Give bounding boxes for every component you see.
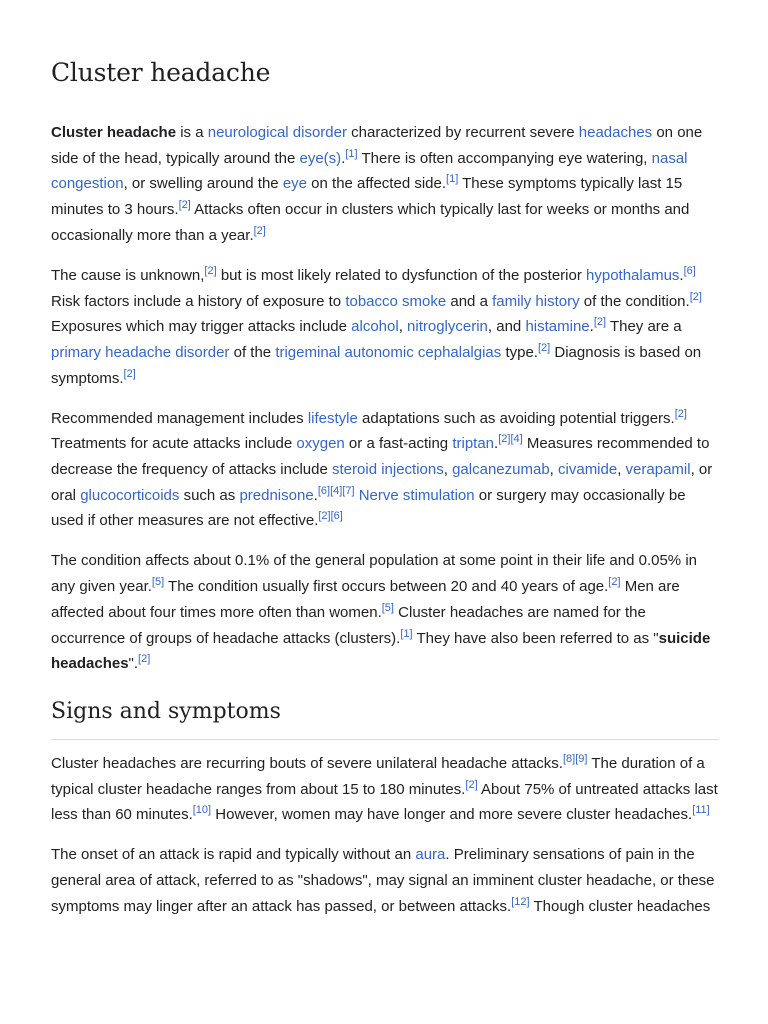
link-lifestyle[interactable]: lifestyle <box>307 409 358 427</box>
citation-ref[interactable]: [2] <box>465 778 478 791</box>
citation-ref[interactable]: [1] <box>400 627 413 640</box>
citation-ref[interactable]: [2] <box>593 316 607 329</box>
citation-ref[interactable]: [2] <box>318 510 331 523</box>
link-glucocorticoids[interactable]: glucocorticoids <box>80 486 180 504</box>
link-family-history[interactable]: family history <box>492 292 580 310</box>
article-content <box>51 0 719 919</box>
signs-paragraph-1: Cluster headaches are recurring bouts of severe unilateral headache attacks.[8][9] The duration of a typical cluster headache ranges from about 15 to 180 minutes.[2] About 75% of untreated attacks last less than 60 minutes.[10] However, women may have longer and more severe cluster headaches.[11] <box>51 752 718 824</box>
link-hypothalamus[interactable]: hypothalamus <box>586 266 680 284</box>
link-verapamil[interactable]: verapamil <box>625 461 691 479</box>
citation-ref[interactable]: [10] <box>192 804 212 817</box>
link-eye[interactable]: eye <box>282 175 308 193</box>
citation-ref[interactable]: [9] <box>575 752 588 765</box>
lead-paragraph-4: The condition affects about 0.1% of the general population at some point in their life and 0.05% in any given year.[5] The condition usually first occurs between 20 and 40 years of age.[2] Men are affected about four times more often than women.[5] Cluster headaches are named for the occurrence of groups of headache attacks (clusters).[1] They have also been referred to as "suicide headaches".[2] <box>51 552 711 673</box>
lead-paragraph-3: Recommended management includes lifestyle adaptations such as avoiding potential triggers.[2] Treatments for acute attacks include oxygen or a fast-acting triptan.[2][4] Measures recommended to decrease the frequency of attacks include steroid injections, galcanezumab, civamide, verapamil, or oral glucocorticoids such as prednisone.[6][4][7] Nerve stimulation or surgery may occasionally be used if other measures are not effective.[2][6] <box>51 407 713 530</box>
link-neurological-disorder[interactable]: neurological disorder <box>207 124 347 141</box>
citation-ref[interactable]: [2] <box>123 367 136 380</box>
link-histamine[interactable]: histamine <box>525 318 590 336</box>
citation-ref[interactable]: [12] <box>511 895 530 908</box>
link-galcanezumab[interactable]: galcanezumab <box>452 461 550 479</box>
citation-ref[interactable]: [2] <box>138 653 151 666</box>
term-bold: Cluster headache <box>51 124 177 141</box>
citation-ref[interactable]: [7] <box>342 484 355 497</box>
link-nerve-stimulation[interactable]: Nerve stimulation <box>358 486 475 504</box>
link-aura[interactable]: aura <box>415 846 446 864</box>
link-headaches[interactable]: headaches <box>578 124 653 141</box>
citation-ref[interactable]: [1] <box>446 173 459 186</box>
citation-ref[interactable]: [5] <box>151 576 165 589</box>
signs-paragraph-2: The onset of an attack is rapid and typically without an aura. Preliminary sensations of pain in the general area of attack, referred to as "shadows", may signal an imminent cluster headache, or these symptoms may linger after an attack has passed, or between attacks.[12] Though cluster headaches <box>51 846 715 915</box>
citation-ref[interactable]: [2] <box>608 576 621 589</box>
page-title: Cluster headache <box>51 58 271 87</box>
link-eyes[interactable]: eye(s) <box>299 149 342 167</box>
citation-ref[interactable]: [2] <box>178 199 191 212</box>
lead-paragraph-1: Cluster headache is a neurological disorder characterized by recurrent severe headaches on one side of the head, typically around the eye(s).[1] There is often accompanying eye watering, nasal congestion, or swelling around the eye on the affected side.[1] These symptoms typically last 15 minutes to 3 hours.[2] Attacks often occur in clusters which typically last for weeks or months and occasionally more than a year.[2] <box>51 124 703 244</box>
link-triptan[interactable]: triptan <box>452 435 495 453</box>
link-nitroglycerin[interactable]: nitroglycerin <box>407 318 488 336</box>
link-alcohol[interactable]: alcohol <box>351 318 399 336</box>
link-steroid-injections[interactable]: steroid injections <box>332 461 444 479</box>
citation-ref[interactable]: [4] <box>330 484 343 497</box>
citation-ref[interactable]: [2] <box>253 224 266 237</box>
link-civamide[interactable]: civamide <box>558 461 618 479</box>
link-trigeminal-autonomic-cephalalgias[interactable]: trigeminal autonomic cephalalgias <box>275 343 502 361</box>
citation-ref[interactable]: [2] <box>674 407 687 420</box>
section-heading-signs-and-symptoms: Signs and symptoms <box>51 697 719 740</box>
link-tobacco-smoke[interactable]: tobacco smoke <box>345 292 447 310</box>
citation-ref[interactable]: [4] <box>510 433 523 446</box>
term-bold: suicide headaches <box>51 629 711 673</box>
citation-ref[interactable]: [2] <box>498 433 511 446</box>
citation-ref[interactable]: [6] <box>683 264 696 277</box>
lead-paragraph-2: The cause is unknown,[2] but is most likely related to dysfunction of the posterior hypothalamus.[6] Risk factors include a history of exposure to tobacco smoke and a family history of the condition.[2] Exposures which may trigger attacks include alcohol, nitroglycerin, and histamine.[2] They are a primary headache disorder of the trigeminal autonomic cephalalgias type.[2] Diagnosis is based on symptoms.[2] <box>51 264 702 387</box>
link-primary-headache-disorder[interactable]: primary headache disorder <box>51 343 230 361</box>
link-oxygen[interactable]: oxygen <box>296 435 345 453</box>
link-nasal-congestion[interactable]: nasal congestion <box>51 149 688 193</box>
citation-ref[interactable]: [6] <box>317 484 331 497</box>
citation-ref[interactable]: [2] <box>689 290 702 303</box>
citation-ref[interactable]: [11] <box>692 804 710 817</box>
citation-ref[interactable]: [6] <box>330 510 343 523</box>
citation-ref[interactable]: [5] <box>381 601 394 614</box>
link-prednisone[interactable]: prednisone <box>239 486 314 504</box>
citation-ref[interactable]: [8] <box>562 752 576 765</box>
citation-ref[interactable]: [1] <box>345 147 358 160</box>
citation-ref[interactable]: [2] <box>537 341 551 354</box>
citation-ref[interactable]: [2] <box>204 264 217 277</box>
